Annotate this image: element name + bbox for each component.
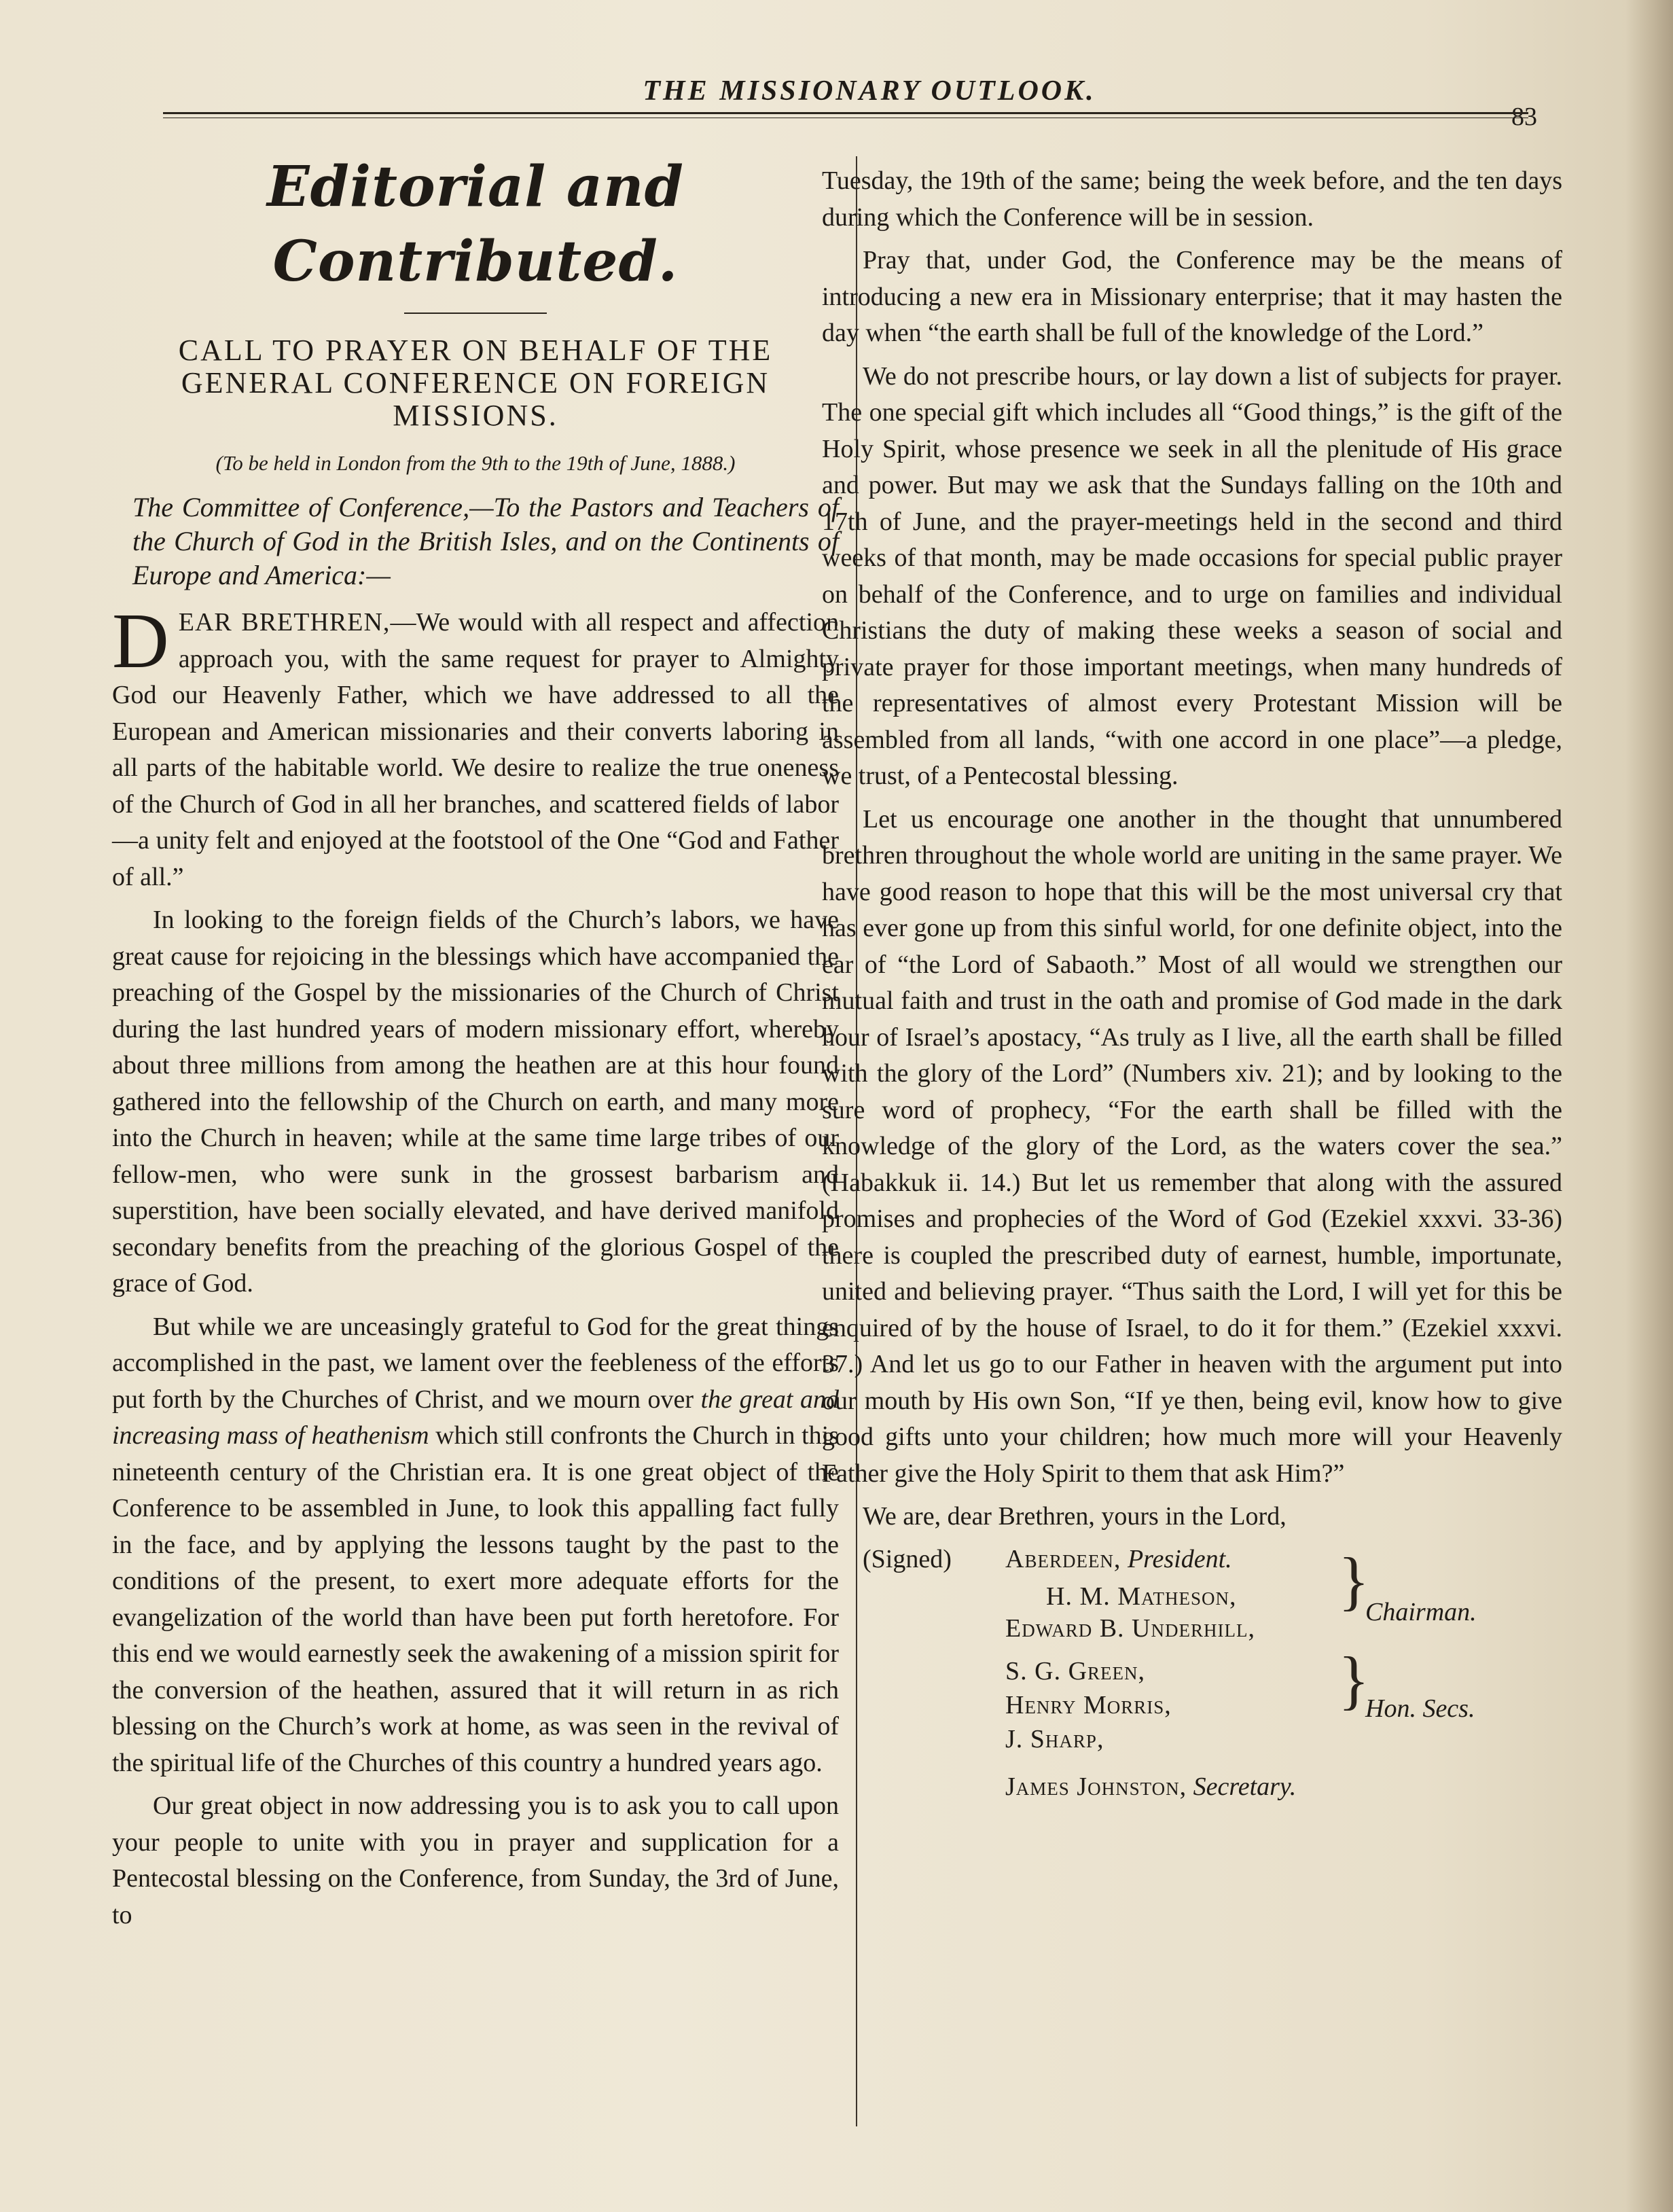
page-edge-shadow — [1625, 0, 1673, 2212]
paragraph-3-text-b: which still confronts the Church in this nineteenth century of the Christian era. It is one great object of the Conference to be assembled in June, to look this appalling fact fully in the face, and by applying the lessons taught by the past to the conditions of the present, to exert more adequate efforts for the evangelization of the world than have been put forth heretofore. For this end we would earnestly seek the awakening of a mission spirit for the conversion of the heathen, assured that it will return in as rich blessing on the Church’s work at home, as was seen in the revival of the spiritual life of the Churches of this country a hundred years ago. — [112, 1421, 840, 1777]
signer-matheson: H. M. Matheson, — [1046, 1582, 1237, 1611]
header-rule — [163, 112, 1528, 118]
chairman-brace: } — [1338, 1544, 1370, 1617]
address-line: The Committee of Conference,—To the Pastors and Teachers of the Church of God in the British Isles, and on the Continents of Europe and America:— — [132, 492, 839, 590]
signer-johnston — [1005, 1770, 1296, 1804]
heading-rule — [404, 313, 547, 314]
aberdeen-role: President. — [1127, 1544, 1232, 1573]
paragraph-2: In looking to the foreign fields of the Church’s labors, we have great cause for rejoicing in the blessings which have accompanied the preaching of the Gospel by the missionaries of the Church of Christ during the last hundred years of modern missionary effort, whereby about three millions from among the heathen are at this hour found gathered into the fellowship of the Church on earth, and many more into the Church in heaven; while at the same time large tribes of our fellow-men, who were sunk in the grossest barbarism and superstition, have been socially elevated, and have derived manifold secondary benefits from the preaching of the glorious Gospel of the grace of God. — [112, 906, 839, 1298]
signed-label: (Signed) — [863, 1544, 952, 1573]
left-column — [112, 149, 839, 1940]
paragraph-5: Pray that, under God, the Conference may be the means of introducing a new era in Missionary enterprise; that it may hasten the day when “the earth shall be full of the knowledge of the Lord.” — [822, 246, 1562, 347]
held-note: (To be held in London from the 9th to the 19th of June, 1888.) — [215, 451, 736, 475]
chairman-label: Chairman. — [1365, 1597, 1477, 1626]
signer-morris: Henry Morris, — [1005, 1690, 1172, 1719]
signer-aberdeen — [1005, 1542, 1232, 1576]
hon-secs-role — [1365, 1692, 1475, 1726]
page-number: 83 — [1511, 103, 1537, 131]
hon-secs-label: Hon. Secs. — [1365, 1694, 1475, 1723]
paragraph-3-emphasis: the great and increasing mass of heathenism — [112, 1385, 839, 1450]
paragraph-7: Let us encourage one another in the thought that unnumbered brethren throughout the whole world are uniting in the same prayer. We have good reason to hope that this will be the most universal cry that has ever gone up from this sinful world, for one definite object, into the ear of “the Lord of Sabaoth.” Most of all would we strengthen our mutual faith and trust in the oath and promise of God made in the dark hour of Israel’s apostacy, “As truly as I live, all the earth shall be filled with the glory of the Lord” (Numbers xiv. 21); and by looking to the sure word of prophecy, “For the earth shall be filled with the knowledge of the glory of the Lord, as the waters cover the sea.” (Habakkuk ii. 14.) But let us remember that along with the assured promises and prophecies of the Word of God (Ezekiel xxxvi. 33-36) there is coupled the prescribed duty of earnest, humble, importunate, united and believing prayer. “Thus saith the Lord, I will yet for this be enquired of by the house of Israel, to do it for them.” (Ezekiel xxxvi. 37.) And let us go to our Father in heaven with the argument put into our mouth by His own Son, “If ye then, being evil, know how to give good gifts unto your children; how much more will your Heavenly Father give the Holy Spirit to them that ask Him?” — [822, 804, 1562, 1488]
closing-line: We are, dear Brethren, yours in the Lord, — [863, 1502, 1287, 1531]
paragraph-4-left: Our great object in now addressing you is to ask you to call upon your people to unite with you in prayer and supplication for a Pentecostal blessing on the Conference, from Sunday, the 3rd of June, to — [112, 1791, 839, 1929]
paragraph-4-right: Tuesday, the 19th of the same; being the week before, and the ten days during which the Conference will be in session. — [822, 166, 1562, 232]
chairman-role — [1365, 1595, 1477, 1629]
paragraph-3-text-a: But while we are unceasingly grateful to God for the great things accomplished in the past, we lament over the feebleness of the efforts put forth by the Churches of Christ, and we mourn over — [112, 1312, 839, 1414]
article-title: CALL TO PRAYER ON BEHALF OF THE GENERAL CONFERENCE ON FOREIGN MISSIONS. — [178, 334, 773, 432]
signer-underhill: Edward B. Underhill, — [1005, 1613, 1255, 1643]
running-title: THE MISSIONARY OUTLOOK. — [643, 75, 1096, 107]
right-column — [822, 163, 1562, 1827]
johnston-name: James Johnston, — [1005, 1772, 1187, 1801]
salutation: EAR BRETHREN, — [178, 608, 391, 637]
drop-cap: D — [112, 598, 169, 685]
signature-block — [822, 1542, 1562, 1827]
paragraph-1-text: —We would with all respect and affection approach you, with the same request for prayer to Almighty God our Heavenly Father, which we have addressed to all the European and American missionaries and their converts laboring in all parts of the habitable world. We desire to realize the true oneness of the Church of God in all her branches, and scattered fields of labor—a unity felt and enjoyed at the footstool of the One “God and Father of all.” — [112, 608, 840, 891]
signer-green: S. G. Green, — [1005, 1656, 1146, 1685]
paragraph-1 — [112, 598, 840, 895]
aberdeen-name: Aberdeen, — [1005, 1544, 1121, 1573]
hon-secs-brace: } — [1338, 1643, 1370, 1716]
section-heading: Editorial and Contributed. — [267, 154, 684, 294]
paragraph-6: We do not prescribe hours, or lay down a list of subjects for prayer. The one special gift which includes all “Good things,” is the gift of the Holy Spirit, whose presence we seek in all the plenitude of His grace and power. But may we ask that the Sundays falling on the 10th and 17th of June, and the prayer-meetings held in the second and third weeks of that month, may be made occasions for special public prayer on behalf of the Conference, and to urge on families and individual Christians the duty of making these weeks a season of social and private prayer for those important meetings, when many hundreds of the representatives of almost every Protestant Mission will be assembled from all lands, “with one accord in one place”—a pledge, we trust, of a Pentecostal blessing. — [822, 361, 1562, 790]
paragraph-3 — [112, 1309, 839, 1782]
signer-sharp: J. Sharp, — [1005, 1724, 1104, 1753]
johnston-role: Secretary. — [1193, 1772, 1297, 1801]
